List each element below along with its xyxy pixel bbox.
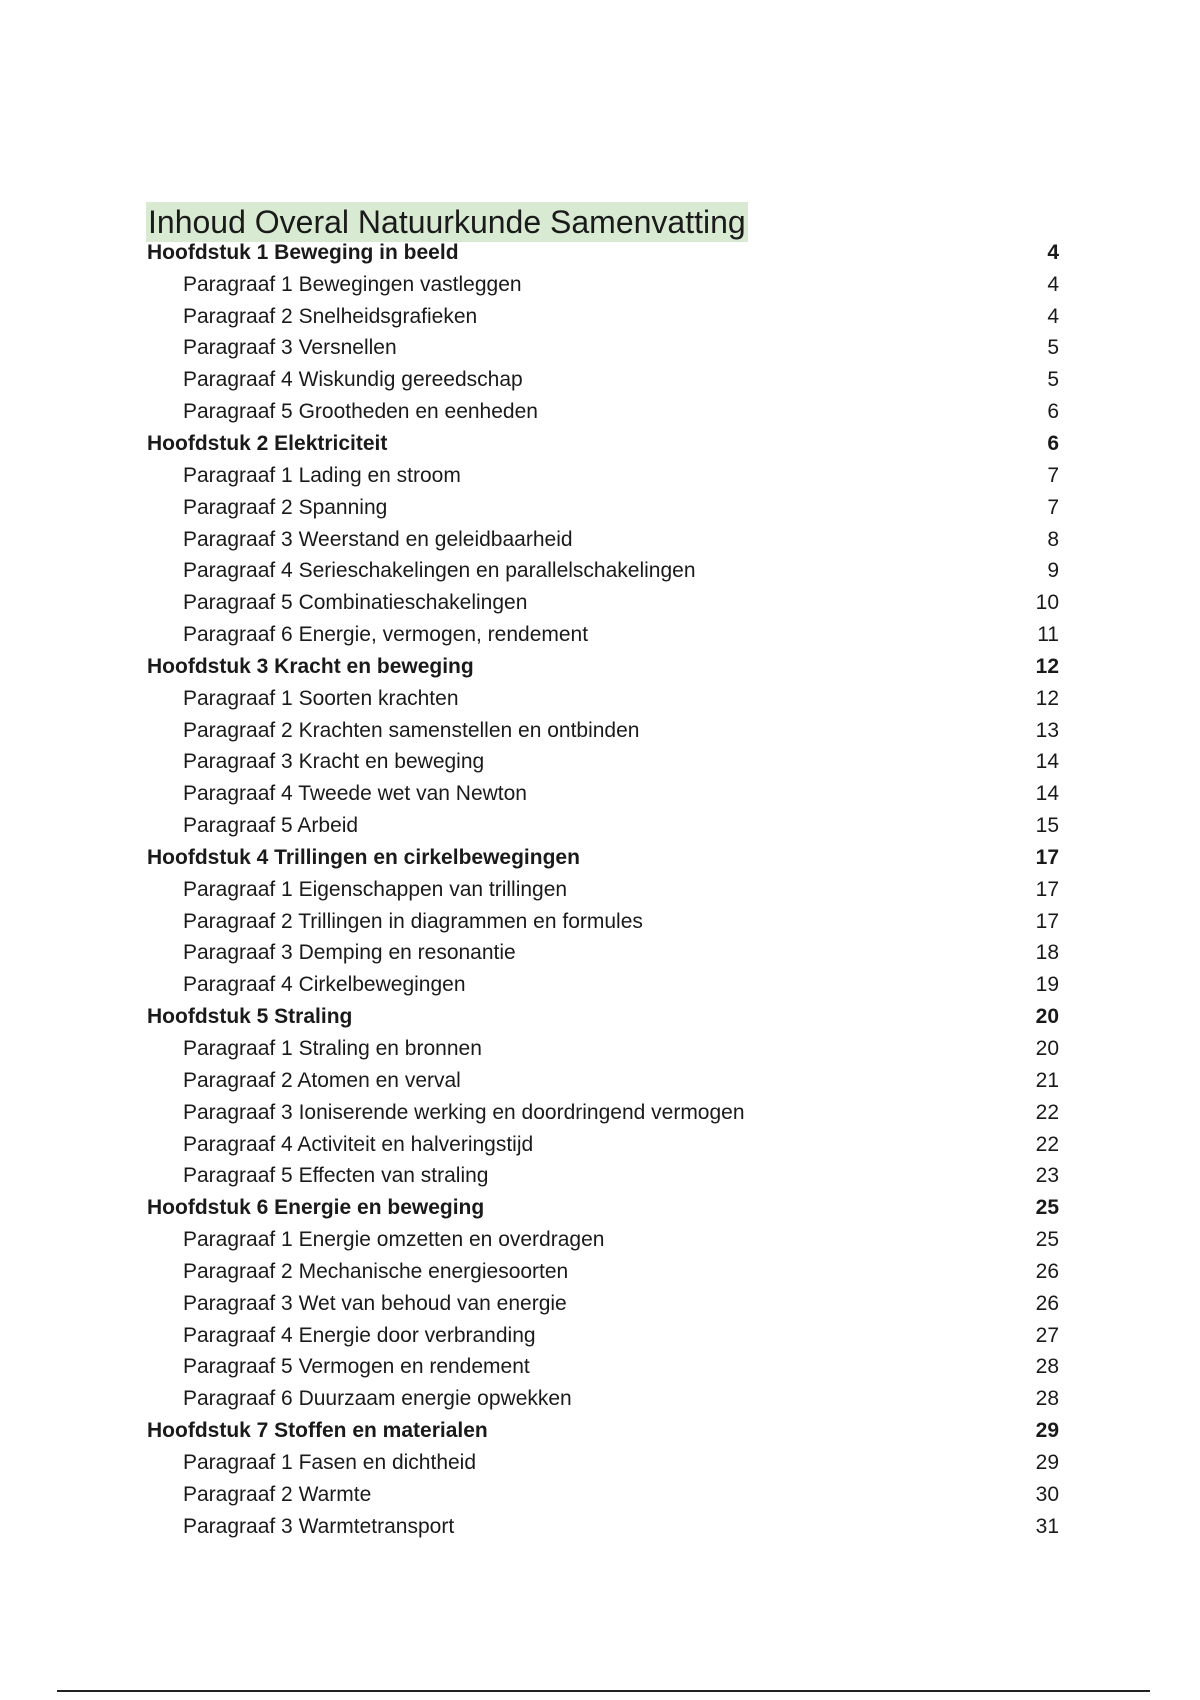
page-number: 25	[1035, 1228, 1059, 1252]
paragraph-title: Paragraaf 2 Warmte	[183, 1482, 372, 1506]
toc-chapter-row[interactable]	[0, 651, 1200, 683]
toc-paragraph-row[interactable]	[0, 1129, 1200, 1161]
toc-paragraph-row[interactable]	[0, 1383, 1200, 1415]
bottom-rule	[57, 1690, 1150, 1692]
page-number: 14	[1035, 782, 1059, 806]
toc-paragraph-row[interactable]	[0, 396, 1200, 428]
page-number: 17	[1035, 909, 1059, 933]
toc-paragraph-row[interactable]	[0, 1288, 1200, 1320]
toc-paragraph-row[interactable]	[0, 1160, 1200, 1192]
paragraph-title: Paragraaf 4 Serieschakelingen en parallelschakelingen	[183, 559, 696, 583]
paragraph-title: Paragraaf 5 Vermogen en rendement	[183, 1355, 530, 1379]
paragraph-title: Paragraaf 2 Snelheidsgrafieken	[183, 304, 478, 328]
page-number: 30	[1035, 1482, 1059, 1506]
page-number: 17	[1035, 845, 1059, 869]
paragraph-title: Paragraaf 4 Tweede wet van Newton	[183, 782, 527, 806]
page-number: 10	[1035, 591, 1059, 615]
page-number: 15	[1035, 814, 1059, 838]
toc-paragraph-row[interactable]	[0, 1447, 1200, 1479]
chapter-title: Hoofdstuk 4 Trillingen en cirkelbewegingen	[147, 845, 580, 869]
paragraph-title: Paragraaf 5 Effecten van straling	[183, 1164, 489, 1188]
chapter-title: Hoofdstuk 1 Beweging in beeld	[147, 240, 459, 264]
paragraph-title: Paragraaf 3 Demping en resonantie	[183, 941, 516, 965]
page-number: 13	[1035, 718, 1059, 742]
paragraph-title: Paragraaf 3 Warmtetransport	[183, 1514, 455, 1538]
page-number: 9	[1047, 559, 1059, 583]
paragraph-title: Paragraaf 4 Energie door verbranding	[183, 1323, 536, 1347]
paragraph-title: Paragraaf 1 Straling en bronnen	[183, 1037, 482, 1061]
chapter-title: Hoofdstuk 6 Energie en beweging	[147, 1196, 485, 1220]
paragraph-title: Paragraaf 1 Fasen en dichtheid	[183, 1450, 477, 1474]
toc-paragraph-row[interactable]	[0, 969, 1200, 1001]
toc-paragraph-row[interactable]	[0, 1352, 1200, 1384]
toc-paragraph-row[interactable]	[0, 301, 1200, 333]
page-number: 5	[1047, 368, 1059, 392]
toc-paragraph-row[interactable]	[0, 492, 1200, 524]
toc-paragraph-row[interactable]	[0, 1097, 1200, 1129]
page-number: 17	[1035, 877, 1059, 901]
page-number: 8	[1047, 527, 1059, 551]
toc-paragraph-row[interactable]	[0, 906, 1200, 938]
paragraph-title: Paragraaf 3 Ioniserende werking en doordringend vermogen	[183, 1100, 745, 1124]
page-number: 14	[1035, 750, 1059, 774]
page-number: 21	[1035, 1068, 1059, 1092]
page-number: 6	[1047, 400, 1059, 424]
paragraph-title: Paragraaf 2 Mechanische energiesoorten	[183, 1259, 569, 1283]
toc-chapter-row[interactable]	[0, 1001, 1200, 1033]
toc-paragraph-row[interactable]	[0, 587, 1200, 619]
toc-paragraph-row[interactable]	[0, 524, 1200, 556]
page-number: 4	[1047, 240, 1059, 264]
toc-paragraph-row[interactable]	[0, 1065, 1200, 1097]
toc-paragraph-row[interactable]	[0, 683, 1200, 715]
toc-paragraph-row[interactable]	[0, 1224, 1200, 1256]
toc-chapter-row[interactable]	[0, 428, 1200, 460]
page-number: 12	[1035, 686, 1059, 710]
toc-paragraph-row[interactable]	[0, 364, 1200, 396]
page-number: 23	[1035, 1164, 1059, 1188]
page-number: 20	[1035, 1037, 1059, 1061]
page-number: 7	[1047, 463, 1059, 487]
paragraph-title: Paragraaf 3 Versnellen	[183, 336, 397, 360]
chapter-title: Hoofdstuk 2 Elektriciteit	[147, 431, 388, 455]
page-number: 4	[1047, 272, 1059, 296]
page-number: 22	[1035, 1132, 1059, 1156]
toc-paragraph-row[interactable]	[0, 938, 1200, 970]
paragraph-title: Paragraaf 2 Spanning	[183, 495, 388, 519]
paragraph-title: Paragraaf 4 Activiteit en halveringstijd	[183, 1132, 534, 1156]
page-number: 4	[1047, 304, 1059, 328]
page-number: 26	[1035, 1259, 1059, 1283]
toc-paragraph-row[interactable]	[0, 1256, 1200, 1288]
page-number: 28	[1035, 1355, 1059, 1379]
page-number: 12	[1035, 654, 1059, 678]
chapter-title: Hoofdstuk 7 Stoffen en materialen	[147, 1419, 488, 1443]
paragraph-title: Paragraaf 1 Energie omzetten en overdragen	[183, 1228, 605, 1252]
toc-paragraph-row[interactable]	[0, 747, 1200, 779]
page-number: 6	[1047, 431, 1059, 455]
toc-paragraph-row[interactable]	[0, 555, 1200, 587]
toc-paragraph-row[interactable]	[0, 715, 1200, 747]
paragraph-title: Paragraaf 6 Duurzaam energie opwekken	[183, 1387, 572, 1411]
toc-chapter-row[interactable]	[0, 237, 1200, 269]
page-number: 19	[1035, 973, 1059, 997]
paragraph-title: Paragraaf 2 Trillingen in diagrammen en formules	[183, 909, 643, 933]
page-number: 5	[1047, 336, 1059, 360]
toc-paragraph-row[interactable]	[0, 619, 1200, 651]
page-number: 7	[1047, 495, 1059, 519]
paragraph-title: Paragraaf 2 Atomen en verval	[183, 1068, 461, 1092]
paragraph-title: Paragraaf 1 Bewegingen vastleggen	[183, 272, 522, 296]
page-number: 31	[1035, 1514, 1059, 1538]
paragraph-title: Paragraaf 4 Cirkelbewegingen	[183, 973, 466, 997]
page-number: 25	[1035, 1196, 1059, 1220]
toc-paragraph-row[interactable]	[0, 810, 1200, 842]
page-number: 28	[1035, 1387, 1059, 1411]
paragraph-title: Paragraaf 1 Soorten krachten	[183, 686, 459, 710]
paragraph-title: Paragraaf 3 Wet van behoud van energie	[183, 1291, 567, 1315]
toc-chapter-row[interactable]	[0, 1415, 1200, 1447]
page-number: 26	[1035, 1291, 1059, 1315]
toc-paragraph-row[interactable]	[0, 778, 1200, 810]
paragraph-title: Paragraaf 5 Combinatieschakelingen	[183, 591, 528, 615]
paragraph-title: Paragraaf 4 Wiskundig gereedschap	[183, 368, 523, 392]
toc-paragraph-row[interactable]	[0, 874, 1200, 906]
paragraph-title: Paragraaf 5 Grootheden en eenheden	[183, 400, 538, 424]
toc-paragraph-row[interactable]	[0, 1033, 1200, 1065]
page-number: 22	[1035, 1100, 1059, 1124]
paragraph-title: Paragraaf 1 Eigenschappen van trillingen	[183, 877, 568, 901]
paragraph-title: Paragraaf 5 Arbeid	[183, 814, 359, 838]
paragraph-title: Paragraaf 3 Kracht en beweging	[183, 750, 485, 774]
paragraph-title: Paragraaf 3 Weerstand en geleidbaarheid	[183, 527, 573, 551]
toc-paragraph-row[interactable]	[0, 1479, 1200, 1511]
toc-paragraph-row[interactable]	[0, 333, 1200, 365]
table-of-contents	[0, 237, 1200, 1543]
page-number: 20	[1035, 1005, 1059, 1029]
paragraph-title: Paragraaf 2 Krachten samenstellen en ontbinden	[183, 718, 640, 742]
chapter-title: Hoofdstuk 3 Kracht en beweging	[147, 654, 474, 678]
toc-chapter-row[interactable]	[0, 1192, 1200, 1224]
toc-paragraph-row[interactable]	[0, 269, 1200, 301]
page-number: 27	[1035, 1323, 1059, 1347]
page-number: 29	[1035, 1419, 1059, 1443]
toc-chapter-row[interactable]	[0, 842, 1200, 874]
toc-paragraph-row[interactable]	[0, 460, 1200, 492]
page-number: 11	[1037, 623, 1059, 647]
paragraph-title: Paragraaf 1 Lading en stroom	[183, 463, 461, 487]
page-number: 29	[1035, 1450, 1059, 1474]
page-number: 18	[1035, 941, 1059, 965]
toc-paragraph-row[interactable]	[0, 1511, 1200, 1543]
chapter-title: Hoofdstuk 5 Straling	[147, 1005, 353, 1029]
page-title: Inhoud Overal Natuurkunde Samenvatting	[148, 204, 746, 241]
paragraph-title: Paragraaf 6 Energie, vermogen, rendement	[183, 623, 589, 647]
toc-paragraph-row[interactable]	[0, 1320, 1200, 1352]
